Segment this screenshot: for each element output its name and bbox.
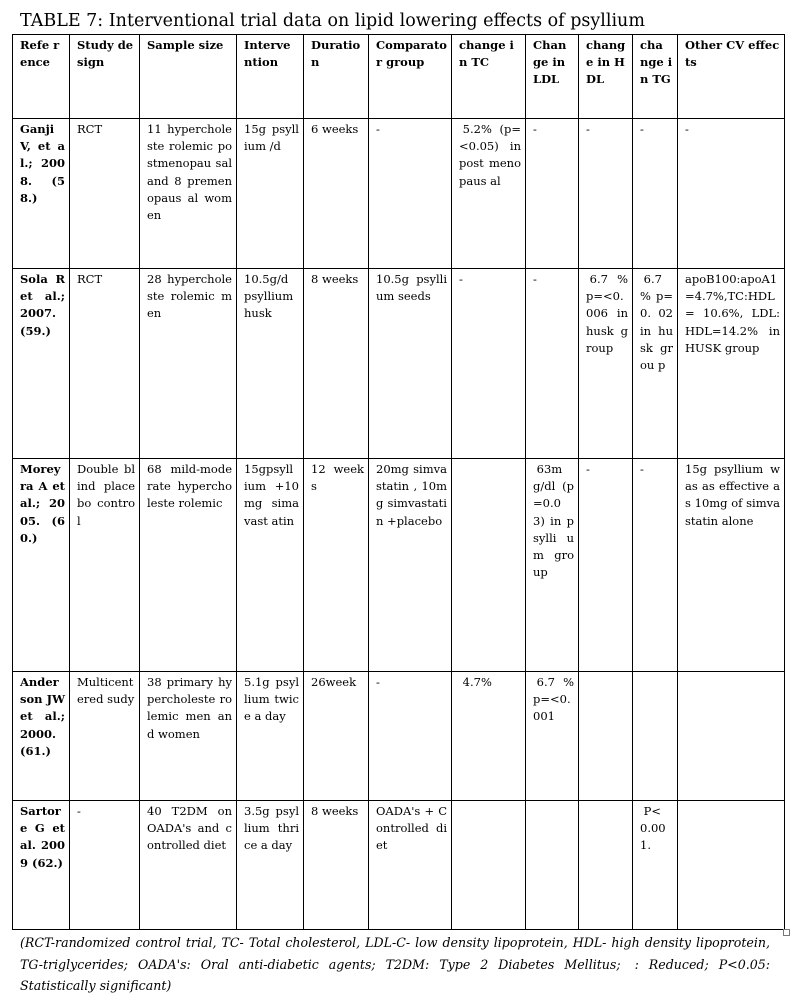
cell-sample-size: 68 mild-moderate hypercholeste rolemic: [140, 459, 237, 672]
cell-change-tg: P< 0.00 1.: [633, 801, 678, 930]
table-row: [13, 269, 785, 459]
cell-change-tc: [452, 801, 526, 930]
header-other-cv: Other CV effects: [678, 35, 785, 119]
table-row: [13, 459, 785, 672]
cell-change-ldl: [526, 801, 579, 930]
cell-other-cv: -: [678, 119, 785, 269]
cell-change-ldl: -: [526, 269, 579, 459]
table-row: [13, 801, 785, 930]
cell-study-design: RCT: [70, 119, 140, 269]
cell-comparator: 10.5g psyllium seeds: [369, 269, 452, 459]
cell-other-cv: [678, 672, 785, 801]
cell-intervention: 10.5g/d psyllium husk: [237, 269, 304, 459]
table-row: [13, 119, 785, 269]
cell-change-hdl: [579, 672, 633, 801]
cell-change-ldl: 63m g/dl (p=0.0 3) in psylli um group: [526, 459, 579, 672]
cell-change-ldl: 6.7 % p=<0. 001: [526, 672, 579, 801]
cell-sample-size: 40 T2DM on OADA's and controlled diet: [140, 801, 237, 930]
cell-other-cv: apoB100:apoA1 =4.7%,TC:HDL= 10.6%, LDL:HDL=14.2% in HUSK group: [678, 269, 785, 459]
cell-sample-size: 38 primary hypercholeste rolemic men and women: [140, 672, 237, 801]
cell-reference: Sola R et al.; 2007. (59.): [13, 269, 70, 459]
header-intervention: Interve ntion: [237, 35, 304, 119]
cell-reference: Ander son JW et al.; 2000. (61.): [13, 672, 70, 801]
table-title: TABLE 7: Interventional trial data on lipid lowering effects of psyllium: [20, 11, 645, 31]
psyllium-trial-table: [12, 34, 785, 930]
header-change-hdl: chang e in HDL: [579, 35, 633, 119]
header-change-tg: cha nge in TG: [633, 35, 678, 119]
cell-reference: Morey ra A et al.; 2005. (60.): [13, 459, 70, 672]
cell-change-tc: 5.2% (p=<0.05) in post menopaus al: [452, 119, 526, 269]
header-reference: Refe rence: [13, 35, 70, 119]
cell-comparator: OADA's + Controlled diet: [369, 801, 452, 930]
cell-change-hdl: 6.7 % p=<0. 006 in husk group: [579, 269, 633, 459]
cell-comparator: -: [369, 119, 452, 269]
table-resize-handle: [783, 929, 790, 936]
cell-other-cv: 15g psyllium was as effective as 10mg of simvastatin alone: [678, 459, 785, 672]
cell-change-hdl: [579, 801, 633, 930]
cell-change-tc: 4.7%: [452, 672, 526, 801]
cell-study-design: -: [70, 801, 140, 930]
table-row: [13, 672, 785, 801]
cell-intervention: 15gpsyll ium +10mg simavast atin: [237, 459, 304, 672]
cell-duration: 8 weeks: [304, 801, 369, 930]
cell-intervention: 5.1g psyllium twice a day: [237, 672, 304, 801]
header-duration: Duratio n: [304, 35, 369, 119]
cell-change-tg: [633, 672, 678, 801]
table-footnote: (RCT-randomized control trial, TC- Total cholesterol, LDL-C- low density lipoprotein, HDL- high density lipoprotein, TG-triglycerides; OADA's: Oral anti-diabetic agents; T2DM: Type 2 Diabetes Mellitus; : Reduced; P<0.05: Statistically significant): [20, 935, 770, 993]
cell-change-tc: -: [452, 269, 526, 459]
header-comparator: Comparato r group: [369, 35, 452, 119]
cell-change-hdl: -: [579, 459, 633, 672]
cell-sample-size: 28 hypercholeste rolemic men: [140, 269, 237, 459]
cell-study-design: Multicent ered sudy: [70, 672, 140, 801]
cell-change-ldl: -: [526, 119, 579, 269]
cell-duration: 8 weeks: [304, 269, 369, 459]
cell-duration: 26week: [304, 672, 369, 801]
cell-sample-size: 11 hypercholeste rolemic postmenopau sal and 8 premenopaus al women: [140, 119, 237, 269]
cell-reference: Sartor e G et al. 2009 (62.): [13, 801, 70, 930]
header-sample-size: Sample size: [140, 35, 237, 119]
cell-reference: Ganji V, et al.; 2008. (58.): [13, 119, 70, 269]
header-change-ldl: Chan ge in LDL: [526, 35, 579, 119]
cell-other-cv: [678, 801, 785, 930]
cell-intervention: 15g psyllium /d: [237, 119, 304, 269]
header-row: [13, 35, 785, 119]
cell-change-tc: [452, 459, 526, 672]
cell-change-hdl: -: [579, 119, 633, 269]
cell-change-tg: -: [633, 119, 678, 269]
cell-study-design: RCT: [70, 269, 140, 459]
cell-duration: 12 weeks: [304, 459, 369, 672]
cell-comparator: -: [369, 672, 452, 801]
header-study-design: Study design: [70, 35, 140, 119]
cell-study-design: Double blind placebo control: [70, 459, 140, 672]
cell-comparator: 20mg simvastatin , 10mg simvastatin +placebo: [369, 459, 452, 672]
cell-change-tg: -: [633, 459, 678, 672]
cell-change-tg: 6.7 % p=0. 02 in husk grou p: [633, 269, 678, 459]
header-change-tc: change in TC: [452, 35, 526, 119]
cell-duration: 6 weeks: [304, 119, 369, 269]
cell-intervention: 3.5g psyllium thrice a day: [237, 801, 304, 930]
